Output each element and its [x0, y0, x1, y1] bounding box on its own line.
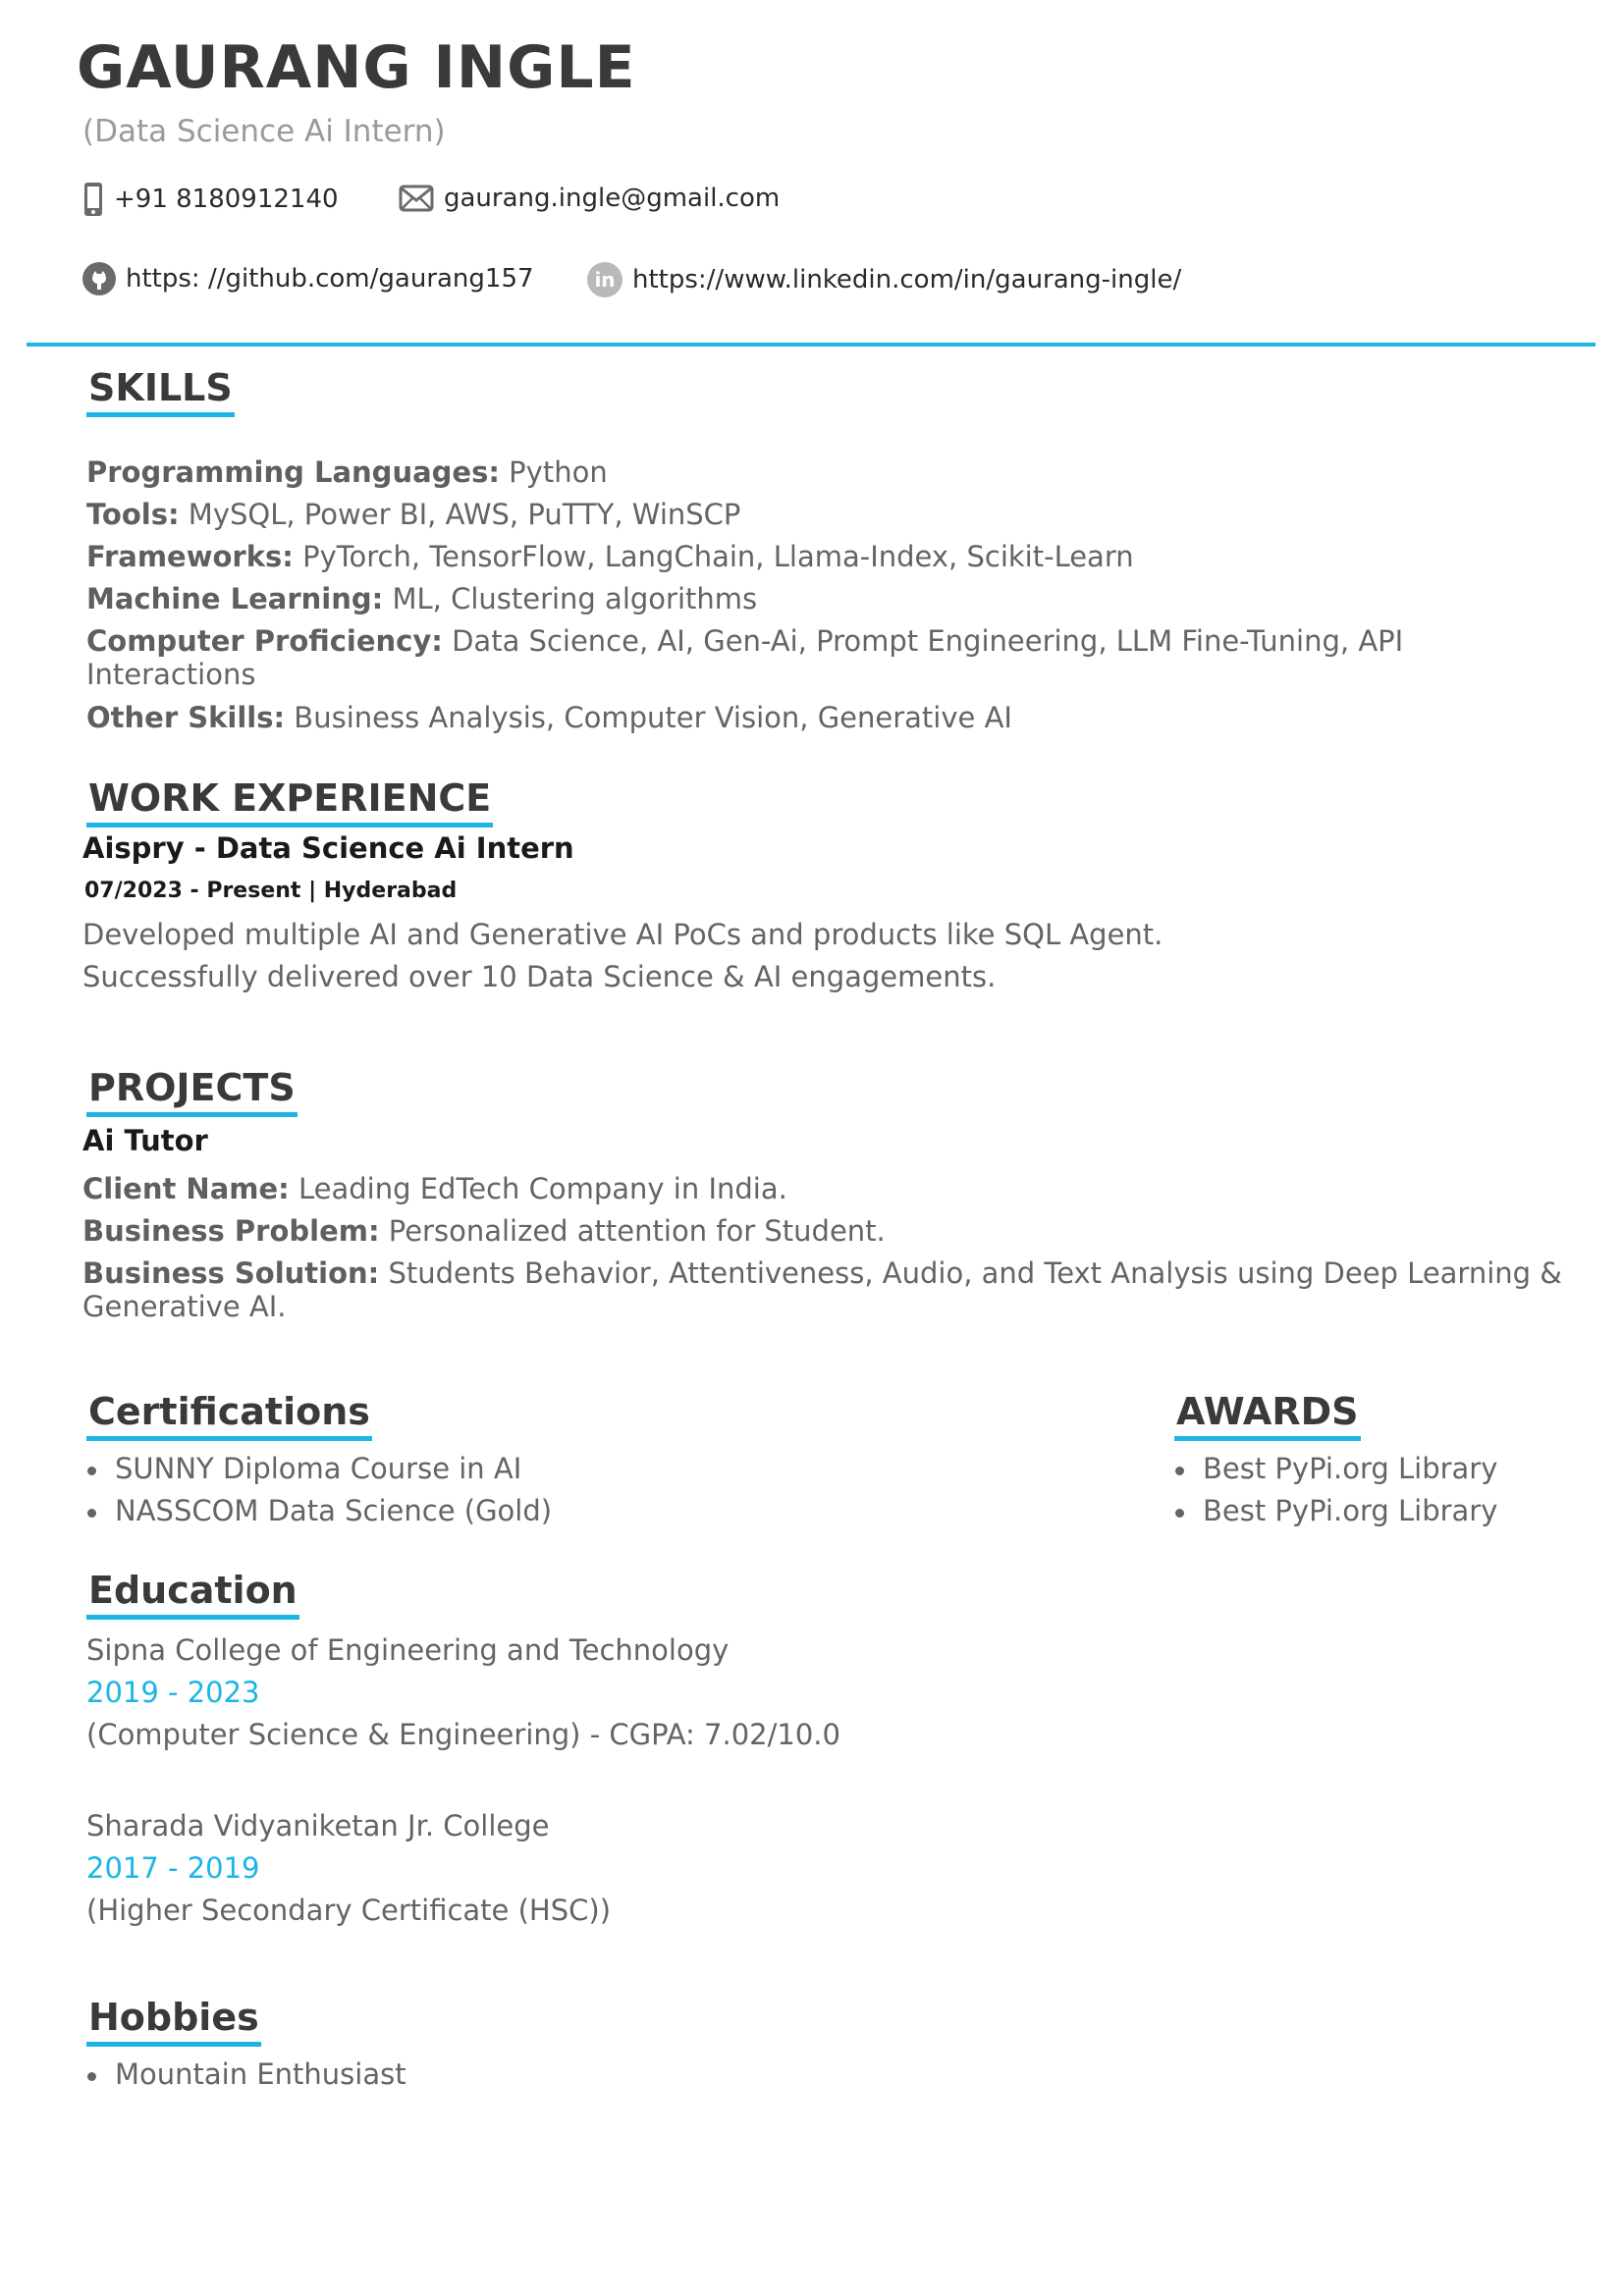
- education-school: Sipna College of Engineering and Technology: [86, 1633, 730, 1667]
- linkedin-link[interactable]: https://www.linkedin.com/in/gaurang-ingle/: [632, 265, 1182, 294]
- skill-line: [86, 455, 1461, 489]
- job-title: Aispry - Data Science Ai Intern: [82, 831, 574, 865]
- project-line: [82, 1256, 1575, 1323]
- mail-icon: [399, 185, 434, 212]
- job-meta: 07/2023 - Present | Hyderabad: [84, 879, 458, 903]
- project-label: Client Name:: [82, 1172, 290, 1205]
- skill-label: Tools:: [86, 498, 180, 531]
- skill-label: Computer Proficiency:: [86, 624, 443, 658]
- email-address[interactable]: gaurang.ingle@gmail.com: [444, 184, 781, 213]
- hobbies-section: [86, 1995, 261, 2047]
- projects-section: [86, 1065, 298, 1117]
- github-link[interactable]: https: //github.com/gaurang157: [126, 264, 534, 294]
- education-years: 2019 - 2023: [86, 1676, 260, 1709]
- project-line: [82, 1214, 1575, 1248]
- education-detail: (Higher Secondary Certificate (HSC)): [86, 1894, 612, 1927]
- certifications-section: [86, 1389, 372, 1441]
- education-section: [86, 1568, 299, 1620]
- skill-label: Programming Languages:: [86, 455, 500, 489]
- skill-value: PyTorch, TensorFlow, LangChain, Llama-Index, Scikit-Learn: [293, 540, 1134, 573]
- svg-text:in: in: [594, 268, 616, 292]
- project-label: Business Solution:: [82, 1256, 380, 1290]
- skill-value: Data Science, AI, Gen-Ai, Prompt Engineering, LLM Fine-Tuning, API Interactions: [86, 624, 1404, 691]
- skill-line: [86, 701, 1461, 734]
- linkedin-icon: [587, 262, 622, 297]
- hobbies-heading: Hobbies: [86, 1995, 261, 2047]
- skill-label: Machine Learning:: [86, 582, 384, 615]
- projects-heading: PROJECTS: [86, 1065, 298, 1117]
- project-label: Business Problem:: [82, 1214, 380, 1248]
- resume-name: GAURANG INGLE: [77, 33, 636, 102]
- header-divider: [27, 343, 1596, 347]
- education-years: 2017 - 2019: [86, 1851, 260, 1885]
- phone-contact: [82, 182, 339, 217]
- skill-value: Business Analysis, Computer Vision, Generative AI: [285, 701, 1012, 734]
- list-item: Best PyPi.org Library: [1172, 1448, 1497, 1490]
- work-heading: WORK EXPERIENCE: [86, 775, 493, 828]
- work-line: Developed multiple AI and Generative AI PoCs and products like SQL Agent.: [82, 918, 1163, 951]
- certifications-list: [84, 1448, 552, 1532]
- skill-line: [86, 498, 1461, 531]
- project-value: Students Behavior, Attentiveness, Audio, and Text Analysis using Deep Learning & Generative AI.: [82, 1256, 1562, 1323]
- skill-label: Frameworks:: [86, 540, 294, 573]
- project-line: [82, 1172, 1575, 1205]
- list-item: NASSCOM Data Science (Gold): [84, 1490, 552, 1532]
- awards-list: [1172, 1448, 1497, 1532]
- awards-heading: AWARDS: [1174, 1389, 1361, 1441]
- skills-section: [86, 365, 235, 417]
- github-contact: [82, 262, 534, 295]
- project-value: Leading EdTech Company in India.: [289, 1172, 787, 1205]
- skill-line: [86, 624, 1481, 691]
- project-value: Personalized attention for Student.: [379, 1214, 886, 1248]
- list-item: Best PyPi.org Library: [1172, 1490, 1497, 1532]
- skill-value: ML, Clustering algorithms: [383, 582, 758, 615]
- awards-section: [1174, 1389, 1361, 1441]
- education-detail: (Computer Science & Engineering) - CGPA: 7.02/10.0: [86, 1718, 840, 1751]
- skill-line: [86, 582, 1461, 615]
- linkedin-contact: [587, 262, 1181, 297]
- skill-label: Other Skills:: [86, 701, 286, 734]
- list-item: Mountain Enthusiast: [84, 2054, 406, 2096]
- phone-number: +91 8180912140: [114, 185, 339, 214]
- email-contact: [399, 182, 780, 215]
- work-line: Successfully delivered over 10 Data Science & AI engagements.: [82, 960, 997, 993]
- phone-icon: [82, 182, 104, 217]
- project-title: Ai Tutor: [82, 1124, 208, 1157]
- list-item: SUNNY Diploma Course in AI: [84, 1448, 552, 1490]
- resume-subtitle: (Data Science Ai Intern): [82, 114, 446, 149]
- skill-value: MySQL, Power BI, AWS, PuTTY, WinSCP: [179, 498, 741, 531]
- skills-heading: SKILLS: [86, 365, 235, 417]
- skill-value: Python: [499, 455, 608, 489]
- education-heading: Education: [86, 1568, 299, 1620]
- education-school: Sharada Vidyaniketan Jr. College: [86, 1809, 550, 1842]
- certifications-heading: Certifications: [86, 1389, 372, 1441]
- work-section: [86, 775, 493, 828]
- skill-line: [86, 540, 1461, 573]
- github-icon: [82, 262, 116, 295]
- hobbies-list: [84, 2054, 406, 2096]
